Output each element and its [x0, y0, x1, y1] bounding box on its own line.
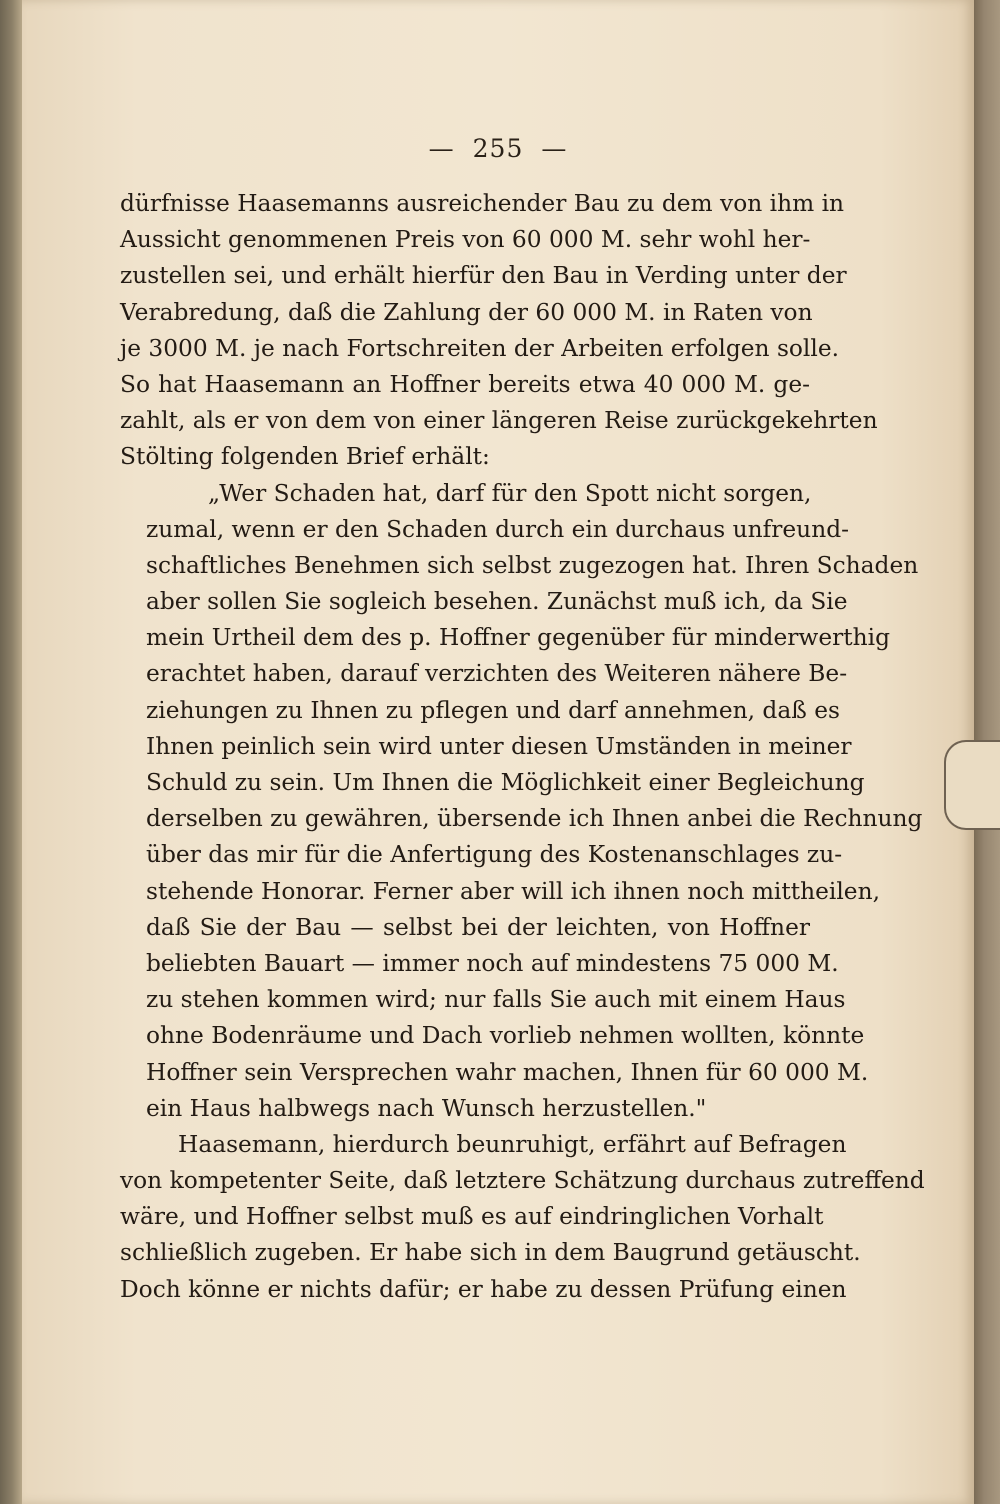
text-line: So hat Haasemann an Hoffner bereits etwa 40 000 M. ge- — [120, 370, 810, 398]
quote-line: „Wer Schaden hat, darf für den Spott nicht sorgen, — [208, 479, 812, 507]
book-binding-left — [0, 0, 22, 1504]
book-page — [22, 0, 974, 1504]
text-line: Aussicht genommenen Preis von 60 000 M. sehr wohl her- — [120, 226, 811, 254]
quote-line: derselben zu gewähren, übersende ich Ihnen anbei die Rechnung — [146, 805, 923, 833]
text-line: schließlich zugeben. Er habe sich in dem Baugrund getäuscht. — [120, 1239, 861, 1267]
quote-line: zu stehen kommen wird; nur falls Sie auch mit einem Haus — [146, 986, 846, 1014]
quote-line: über das mir für die Anfertigung des Kostenanschlages zu- — [146, 841, 843, 869]
quote-line: mein Urtheil dem des p. Hoffner gegenüber für minderwerthig — [146, 624, 890, 652]
header-dash-left: — — [428, 134, 455, 163]
bookmark-tab — [944, 740, 1000, 830]
quote-line: erachtet haben, darauf verzichten des Weiteren nähere Be- — [146, 660, 848, 688]
paragraph-first-line: Haasemann, hierdurch beunruhigt, erfährt auf Befragen — [178, 1130, 847, 1158]
text-line: dürfnisse Haasemanns ausreichender Bau zu dem von ihm in — [120, 190, 845, 217]
quote-line: beliebten Bauart — immer noch auf mindestens 75 000 M. — [146, 949, 839, 977]
header-dash-right: — — [541, 134, 568, 163]
quote-line: ohne Bodenräume und Dach vorlieb nehmen wollten, könnte — [146, 1022, 865, 1050]
quote-line: Hoffner sein Versprechen wahr machen, Ihnen für 60 000 M. — [146, 1058, 869, 1086]
text-line: Stölting folgenden Brief erhält: — [120, 443, 490, 471]
page-body-text — [120, 186, 925, 1308]
quote-line: daß Sie der Bau — selbst bei der leichten, von Hoffner — [146, 913, 810, 941]
text-line: zustellen sei, und erhält hierfür den Bau in Verding unter der — [120, 262, 847, 290]
quote-line: aber sollen Sie sogleich besehen. Zunächst muß ich, da Sie — [146, 588, 848, 616]
quote-line: Schuld zu sein. Um Ihnen die Möglichkeit einer Begleichung — [146, 769, 865, 796]
quote-line: schaftliches Benehmen sich selbst zugezogen hat. Ihren Schaden — [146, 551, 919, 579]
text-line: zahlt, als er von dem von einer längeren Reise zurückgekehrten — [120, 407, 878, 435]
quote-line: Ihnen peinlich sein wird unter diesen Umständen in meiner — [146, 732, 852, 760]
page-header — [22, 134, 974, 163]
quote-line: zumal, wenn er den Schaden durch ein durchaus unfreund- — [146, 515, 849, 543]
text-line: Verabredung, daß die Zahlung der 60 000 M. in Raten von — [120, 298, 813, 326]
text-line: wäre, und Hoffner selbst muß es auf eindringlichen Vorhalt — [120, 1203, 824, 1231]
quote-line: ziehungen zu Ihnen zu pflegen und darf annehmen, daß es — [146, 696, 840, 724]
text-line: Doch könne er nichts dafür; er habe zu dessen Prüfung einen — [120, 1275, 847, 1303]
quote-line: stehende Honorar. Ferner aber will ich ihnen noch mittheilen, — [146, 877, 880, 905]
page-number: 255 — [472, 134, 524, 163]
text-line: je 3000 M. je nach Fortschreiten der Arbeiten erfolgen solle. — [120, 334, 840, 362]
text-line: von kompetenter Seite, daß letztere Schätzung durchaus zutreffend — [120, 1167, 925, 1195]
quote-line: ein Haus halbwegs nach Wunsch herzustellen." — [146, 1094, 707, 1122]
